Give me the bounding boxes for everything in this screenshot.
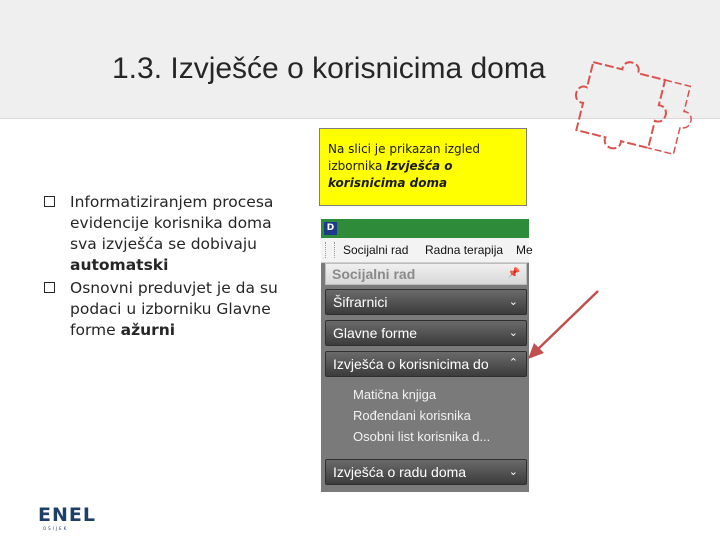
- chevron-down-icon: ⌄: [508, 296, 518, 308]
- callout-text: Na slici je prikazan izgled izbornika: [328, 142, 480, 173]
- bullet-bold-text: automatski: [70, 256, 169, 274]
- pointer-arrow-icon: [520, 285, 610, 365]
- slide-title: 1.3. Izvješće o korisnicima doma: [112, 52, 546, 85]
- section-izvjesca-o-korisnicima[interactable]: [325, 351, 527, 377]
- callout-box: [319, 128, 527, 206]
- chevron-down-icon: ⌄: [508, 327, 518, 339]
- app-titlebar: [321, 219, 529, 238]
- enel-logo: [34, 502, 104, 532]
- checkbox-bullet-icon: [44, 282, 55, 293]
- callout-emphasis: Izvješća o korisnicima doma: [328, 159, 453, 190]
- chevron-down-icon: ⌄: [508, 466, 518, 478]
- puzzle-piece-icon: [552, 54, 720, 174]
- logo-tagline: OSIJEK: [43, 526, 69, 531]
- menu-item-socijalni-rad[interactable]: Socijalni rad: [343, 243, 409, 257]
- section-label: Glavne forme: [333, 325, 418, 341]
- chevron-up-icon: ⌃: [508, 357, 518, 369]
- panel-title: Socijalni rad: [332, 266, 416, 282]
- logo-wordmark: ENEL: [38, 504, 96, 526]
- menubar: [321, 238, 533, 263]
- section-izvjesca-o-radu-doma[interactable]: [325, 459, 527, 485]
- app-screenshot: [321, 219, 533, 492]
- section-label: Izvješća o radu doma: [333, 464, 467, 480]
- bullet-text: Informatiziranjem procesa evidencije korisnika doma sva izvješća se dobivaju: [70, 193, 274, 253]
- section-label: Šifrarnici: [333, 294, 388, 310]
- menubar-grip-icon: [325, 242, 335, 258]
- checkbox-bullet-icon: [44, 196, 55, 207]
- app-logo-icon[interactable]: D: [324, 222, 337, 235]
- submenu-item-osobni-list[interactable]: Osobni list korisnika d...: [353, 429, 491, 444]
- section-glavne-forme[interactable]: [325, 320, 527, 346]
- section-label: Izvješća o korisnicima do: [333, 356, 489, 372]
- panel-header: [325, 263, 527, 285]
- pin-icon[interactable]: 📌: [507, 268, 520, 279]
- section-sifrarnici[interactable]: [325, 289, 527, 315]
- menu-item-me[interactable]: Me: [516, 243, 533, 257]
- submenu-item-maticna-knjiga[interactable]: Matična knjiga: [353, 387, 437, 402]
- bullet-bold-text: ažurni: [120, 321, 176, 339]
- bullet-item: [44, 192, 300, 276]
- menu-item-radna-terapija[interactable]: Radna terapija: [425, 243, 504, 257]
- bullet-list: [44, 192, 300, 343]
- submenu-item-rodendani-korisnika[interactable]: Rođendani korisnika: [353, 408, 471, 423]
- bullet-item: [44, 278, 300, 341]
- bullet-text: Osnovni preduvjet je da su podaci u izborniku Glavne forme: [70, 279, 278, 339]
